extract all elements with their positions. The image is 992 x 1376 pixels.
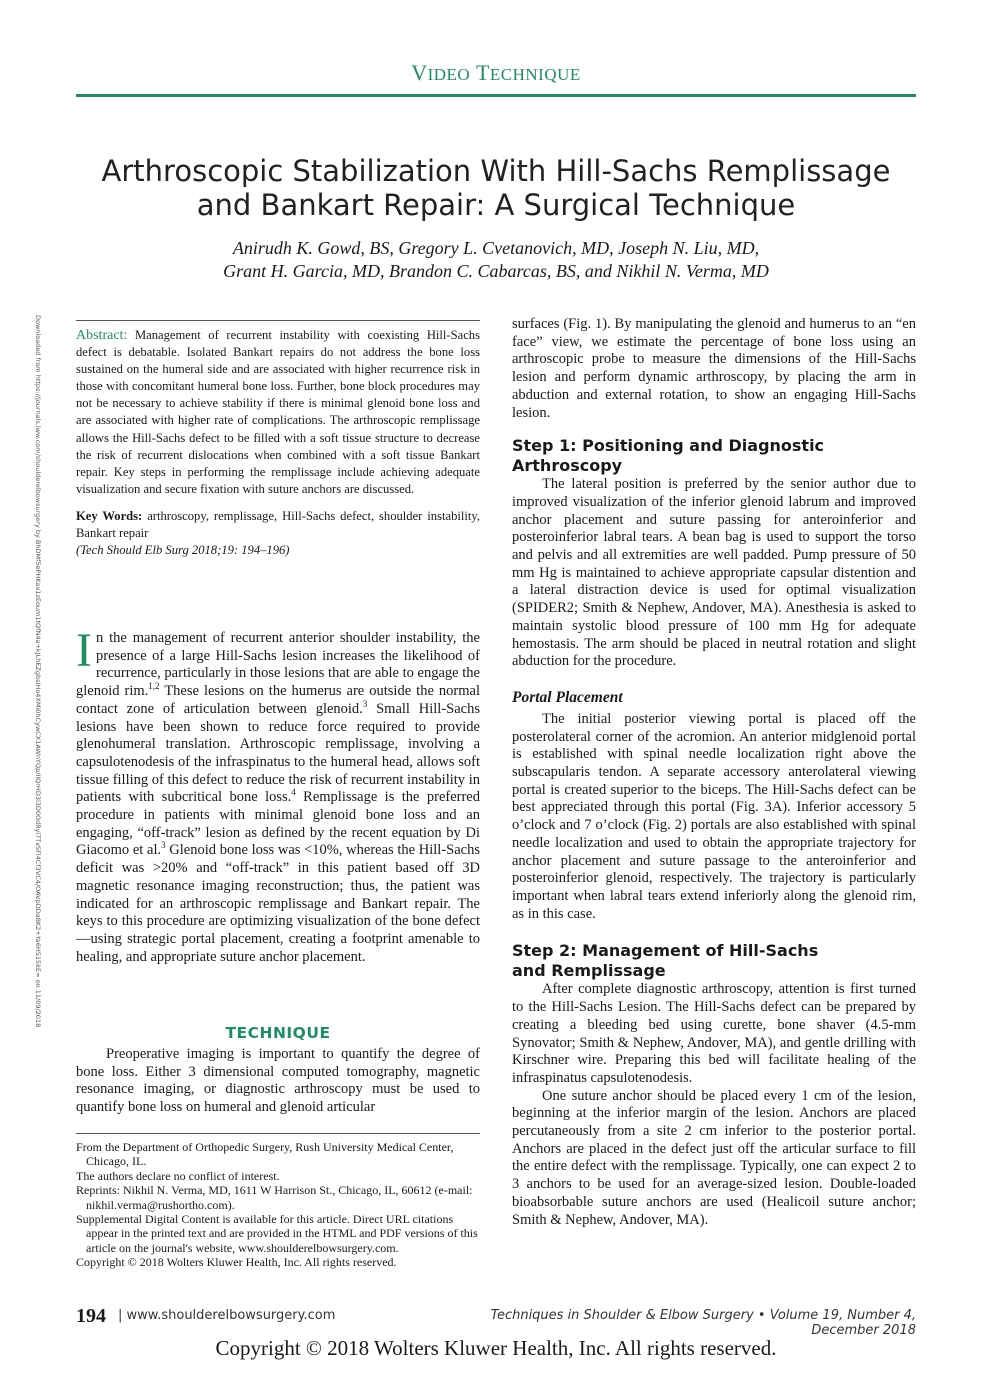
section-letter: T [475,60,490,85]
ref-superscript: 3 [362,698,368,709]
keywords [76,508,480,542]
header-rule [76,94,916,97]
technique-paragraph: Preoperative imaging is important to quantify the degree of bone loss. Either 3 dimensional computed tomography, magnetic resonance imaging, or diagnostic arthroscopy must be used to quantify bone loss on humeral and glenoid articular [76,1046,480,1116]
introduction [76,624,480,966]
page-number: 194 [76,1305,106,1327]
intro-text: Remplissage is the preferred procedure in patients with minimal glenoid bone loss and an engaging, “off-track” lesion as defined by the recent equation by Di Giacomo et al. [76,789,480,859]
keywords-body: arthroscopy, remplissage, Hill-Sachs defect, shoulder instability, Bankart repair [76,508,480,541]
body-paragraph: After complete diagnostic arthroscopy, attention is first turned to the Hill-Sachs Lesion. The Hill-Sachs defect can be prepared by creating a bleeding bed using curette, bone shaver (4.5-mm Synovator; Smith & Nephew, Andover, MA), and gentle drilling with Kirschner wire. Preparing this bed will facilitate healing of the infraspinatus capsulotenodesis. [512,981,916,1086]
ref-superscript: 3 [161,840,166,851]
intro-text: These lesions on the humerus are outside the normal contact zone of articulation between glenoid. [76,683,480,717]
intro-text: n the management of recurrent anterior shoulder instability, the presence of a large Hill-Sachs lesion increases the likelihood of recurrence, particularly in those lesions that are able to engage the glenoid rim. [76,630,480,700]
abstract-body: Management of recurrent instability with coexisting Hill-Sachs defect is debatable. Isolated Bankart repairs do not address the bone loss sustained on the humeral side and are associated with higher recurrence risk in those with concomitant humeral bone loss. Further, bone block procedures may not be necessary to achieve stability if there is minimal glenoid bone loss and are associated with higher rate of complications. The arthroscopic remplissage allows the Hill-Sachs defect to be filled with a soft tissue structure to decrease the risk of recurrent dislocations when combined with a soft tissue Bankart repair. Key steps in performing the remplissage include achieving adequate visualization and secure fixation with suture anchors are discussed. [76,328,481,496]
footnote: Supplemental Digital Content is available for this article. Direct URL citations appear in the printed text and are provided in the HTML and PDF versions of this article on the journal's website, www.shoulderelbowsurgery.com. [76,1212,478,1255]
footnote-rule [76,1133,480,1134]
citation: (Tech Should Elb Surg 2018;19: 194–196) [76,543,290,558]
footnote: Copyright © 2018 Wolters Kluwer Health, Inc. All rights reserved. [76,1255,397,1270]
abstract-text [76,327,480,498]
ref-superscript: 1,2 [148,681,160,692]
title-line: and Bankart Repair: A Surgical Technique [196,188,796,222]
download-note: Downloaded from https://journals.lww.com/shoulderelbowsurgery by BhDMf5ePHKav1zEoum1tQfN4a+kJLhEZgbsIHo4XMi0hCywCX1AWnYQp/IlQrHD3i3D0OdRyi7TvSFl4Cf3VC4/OAVpDDa8K2+Ya6H515kE= on 11/09/2018 [34,315,42,1028]
footnote: The authors declare no conflict of interest. [76,1168,280,1183]
step-heading: and Remplissage [512,961,666,981]
step-heading-block [512,941,916,981]
intro-text: Glenoid bone loss was <10%, whereas the Hill-Sachs deficit was >20% and “off-track” in this patient based off 3D magnetic resonance imaging reconstruction; thus, the patient was indicated for an arthroscopic remplissage and Bankart repair. The keys to this procedure are optimizing visualization of the bone defect—using strategic portal placement, creating a footprint amenable to healing, and appropriate suture anchor placement. [76,842,480,965]
title-line: Arthroscopic Stabilization With Hill-Sachs Remplissage [101,154,891,188]
section-letter: V [411,60,428,85]
step-heading: Step 1: Positioning and Diagnostic Arthroscopy [512,436,825,476]
body-paragraph: The lateral position is preferred by the senior author due to improved visualization of the inferior glenoid labrum and improved anchor placement and suture passing for anteroinferior and posteroinferior labral tears. A bean bag is used to support the torso and pelvis and all extremities are well padded. Pump pressure of 50 mm Hg is maintained to achieve appropriate capsular distention and a lateral distraction device is used for optimal visualization (SPIDER2; Smith & Nephew, Andover, MA). Anesthesia is asked to maintain systolic blood pressure of 100 mm Hg for adequate hemostasis. The arm should be placed in neutral rotation and slight abduction for the procedure. [512,476,916,670]
abstract-label: Abstract: [76,328,128,343]
author-line: Anirudh K. Gowd, BS, Gregory L. Cvetanovich, MD, Joseph N. Liu, MD, [232,238,760,258]
author-list [76,237,916,283]
footnotes [76,1140,480,1270]
section-header [0,60,992,86]
right-column [512,316,916,1229]
intro-paragraph [76,624,480,966]
body-paragraph: surfaces (Fig. 1). By manipulating the glenoid and humerus to an “en face” view, we estimate the percentage of bone loss using an arthroscopic probe to measure the dimensions of the Hill-Sachs lesion and perform dynamic arthroscopy, by placing the arm in abduction and external rotation, to show an engaging Hill-Sachs lesion. [512,316,916,421]
body-paragraph: One suture anchor should be placed every 1 cm of the lesion, beginning at the inferior margin of the lesion. Anchors are placed percutaneously from a site 2 cm inferior to the posterior portal. Anchors are placed in the defect just off the articular surface to fill the entire defect with the remplissage. Typically, one can expect 2 to 3 anchors to be used for an average-sized lesion. Double-loaded bioabsorbable suture anchors are used (Healicoil suture anchor; Smith & Nephew, Andover, MA). [512,1087,916,1228]
intro-text: Small Hill-Sachs lesions have been shown to reduce force required to provide glenohumeral translation. Arthroscopic remplissage, involving a capsulotenodesis of the infraspinatus to the humeral head, allows soft tissue filling of this defect to reduce the risk of recurrent instability in patients with subcritical bone loss. [76,700,480,806]
ref-superscript: 4 [291,787,296,798]
journal-citation: Techniques in Shoulder & Elbow Surgery • Volume 19, Number 4, December 2018 [490,1308,916,1338]
abstract-box [76,320,480,559]
copyright-notice: Copyright © 2018 Wolters Kluwer Health, Inc. All rights reserved. [215,1336,777,1360]
author-line: Grant H. Garcia, MD, Brandon C. Cabarcas, BS, and Nikhil N. Verma, MD [223,261,769,281]
drop-cap: I [76,624,92,677]
article-title [76,154,916,222]
footnote: From the Department of Orthopedic Surgery, Rush University Medical Center, Chicago, IL. [76,1140,454,1169]
section-word: ECHNIQUE [489,65,581,84]
journal-url: | www.shoulderelbowsurgery.com [118,1308,336,1323]
keywords-label: Key Words: [76,508,143,523]
subsection-heading: Portal Placement [512,688,623,706]
technique-section [76,1046,480,1117]
section-word: IDEO [427,65,471,84]
technique-heading: TECHNIQUE [225,1024,331,1042]
body-paragraph: The initial posterior viewing portal is placed off the posterolateral corner of the acromion. An anterior midglenoid portal is established with spinal needle localization right above the subscapularis tendon. A separate accessory anterolateral viewing portal is created superior to the biceps. The Hill-Sachs defect can be best appreciated through this portal (Fig. 3A). Inferior accessory 5 o’clock and 7 o’clock (Fig. 2) portals are also established with spinal needle localization and used to obtain the appropriate trajectory for anchor placement and suture passage to the anteroinferior and posteroinferior glenoid, respectively. The trajectory is particularly important when labral tears extend inferiorly along the glenoid rim, as in this case. [512,710,916,922]
footnote: Reprints: Nikhil N. Verma, MD, 1611 W Harrison St., Chicago, IL, 60612 (e-mail: nikhil.verma@rushortho.com). [76,1183,473,1212]
step-heading: Step 2: Management of Hill-Sachs [512,941,819,961]
